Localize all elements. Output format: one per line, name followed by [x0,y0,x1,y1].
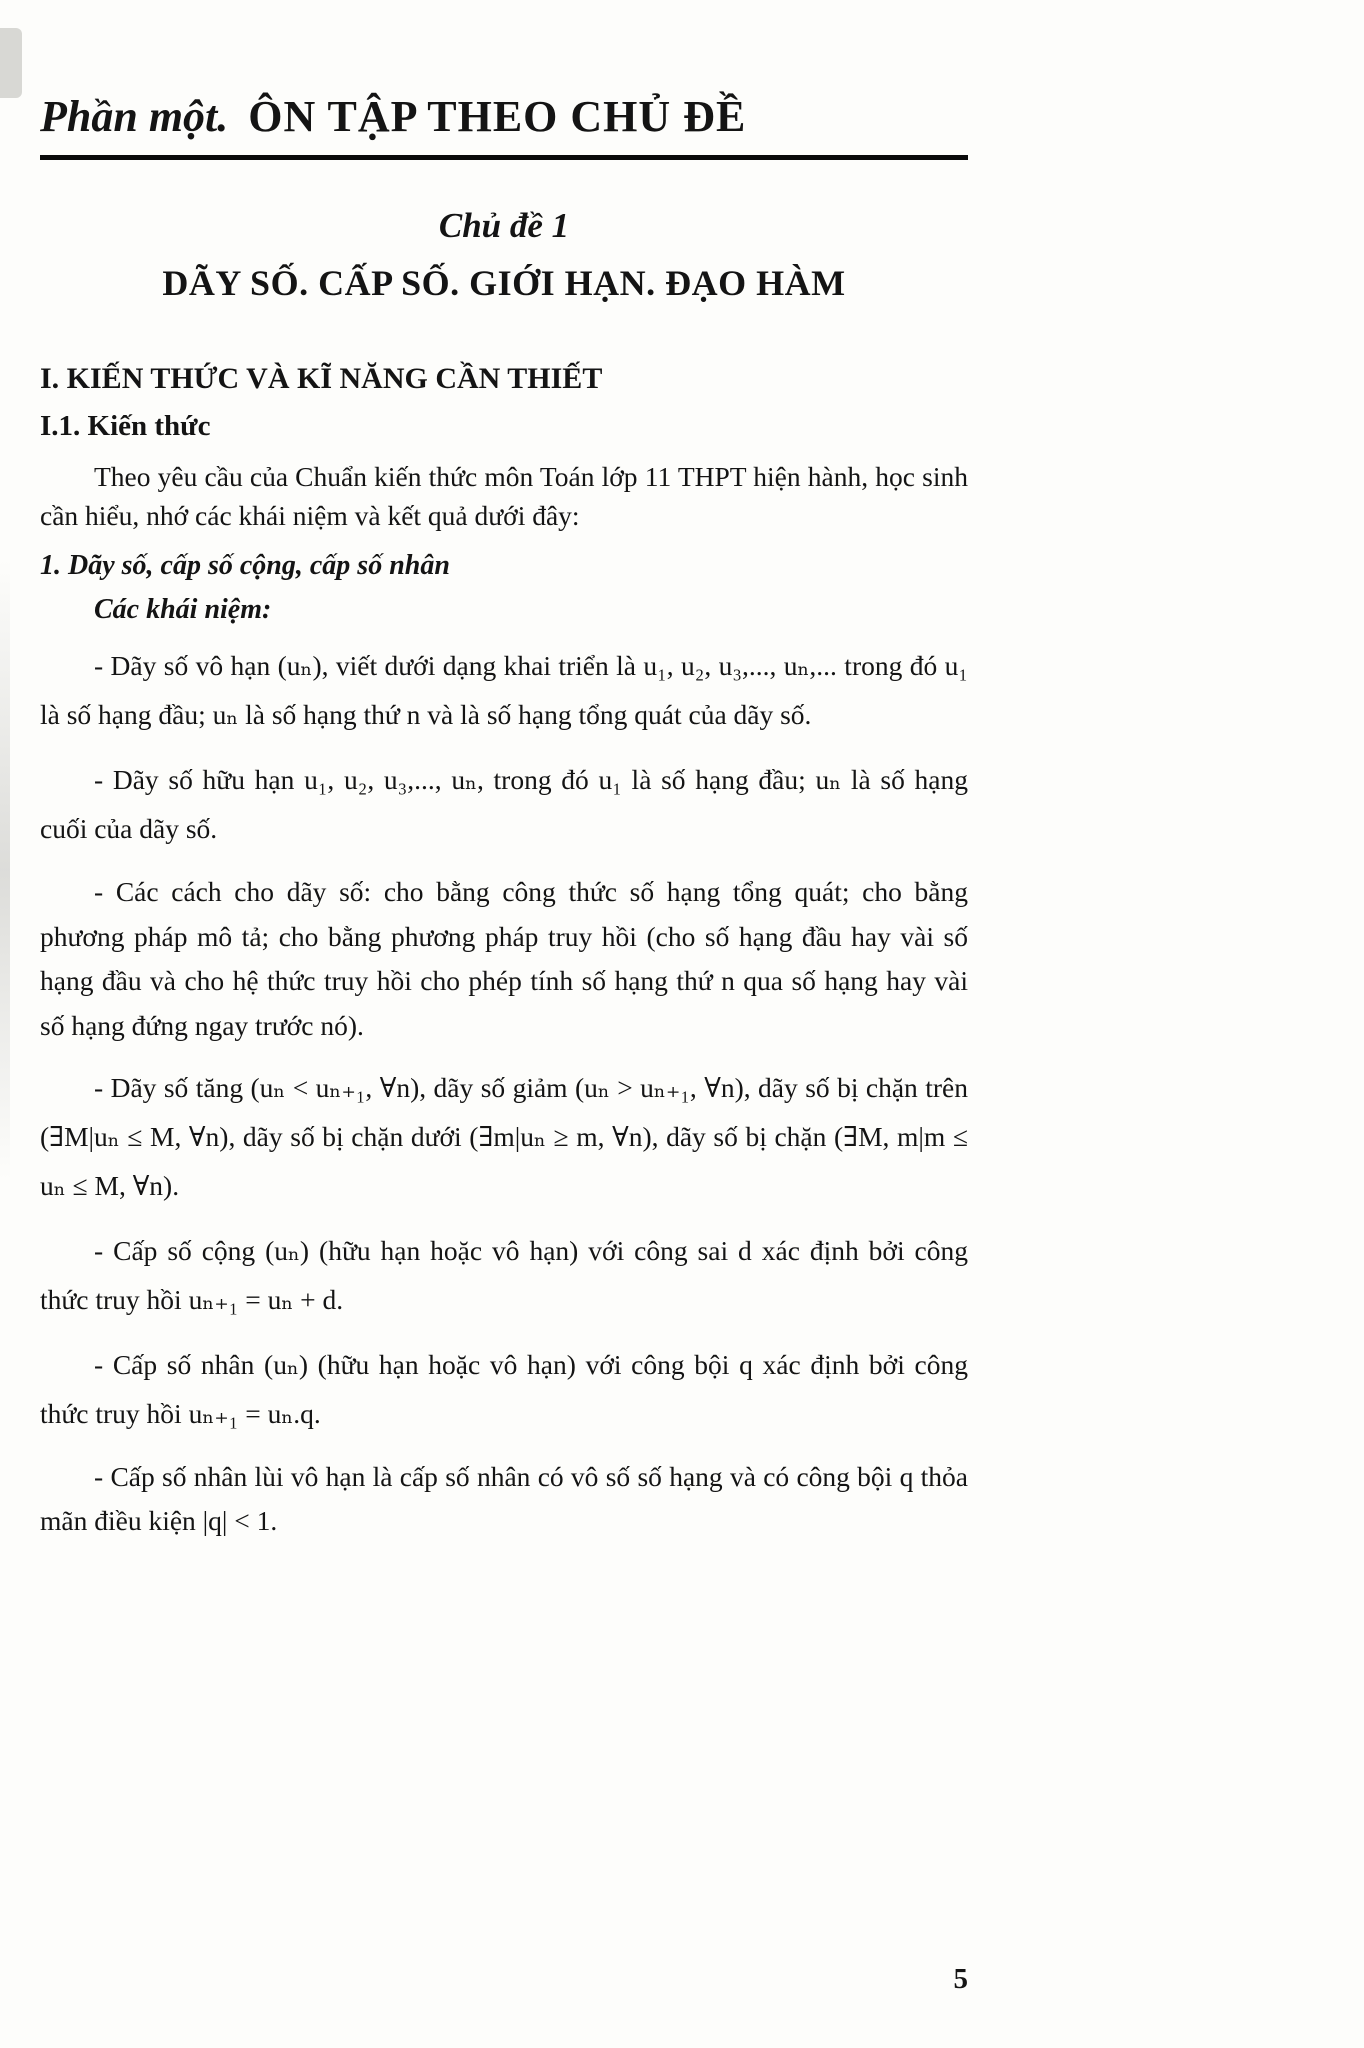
paragraph-intro: Theo yêu cầu của Chuẩn kiến thức môn Toán lớp 11 THPT hiện hành, học sinh cần hiểu, nhớ các khái niệm và kết quả dưới đây: [40,460,968,532]
header-rule [40,155,968,160]
paragraph-arithmetic-progression: - Cấp số cộng (uₙ) (hữu hạn hoặc vô hạn) với công sai d xác định bởi công thức truy hồi uₙ₊₁ = uₙ + d. [40,1235,968,1316]
paragraph-monotone-bounded: - Dãy số tăng (uₙ < uₙ₊₁, ∀n), dãy số giảm (uₙ > uₙ₊₁, ∀n), dãy số bị chặn trên (∃M|uₙ ≤ M, ∀n), dãy số bị chặn dưới (∃m|uₙ ≥ m, ∀n), dãy số bị chặn (∃M, m|m ≤ uₙ ≤ M, ∀n). [40,1072,968,1202]
part-title: ÔN TẬP THEO CHỦ ĐỀ [248,92,747,141]
topic-label: Chủ đề 1 [438,205,570,245]
paragraph-finite-sequence: - Dãy số hữu hạn u₁, u₂, u₃,..., uₙ, trong đó u₁ là số hạng đầu; uₙ là số hạng cuối của dãy số. [40,764,968,845]
concepts-heading: Các khái niệm: [94,594,272,626]
part-title-line [40,92,968,143]
section-subheading: I.1. Kiến thức [40,409,211,442]
page-content [40,92,968,1544]
paragraph-infinite-geometric: - Cấp số nhân lùi vô hạn là cấp số nhân có vô số số hạng và có công bội q thỏa mãn điều kiện |q| < 1. [40,1460,968,1537]
paragraph-sequence-definitions: - Các cách cho dãy số: cho bằng công thức số hạng tổng quát; cho bằng phương pháp mô tả; cho bằng phương pháp truy hồi (cho số hạng đầu hay vài số hạng đầu và cho hệ thức truy hồi cho phép tính số hạng thứ n qua số hạng hay vài số hạng đứng ngay trước nó). [40,876,968,1041]
topic-title: DÃY SỐ. CẤP SỐ. GIỚI HẠN. ĐẠO HÀM [162,262,846,303]
item-heading-sequences: 1. Dãy số, cấp số cộng, cấp số nhân [40,550,450,582]
scan-artifact [0,28,22,98]
page-number: 5 [953,1963,968,1995]
paragraph-geometric-progression: - Cấp số nhân (uₙ) (hữu hạn hoặc vô hạn) với công bội q xác định bởi công thức truy hồi uₙ₊₁ = uₙ.q. [40,1348,968,1429]
scan-artifact [0,560,10,1180]
part-label: Phần một. [40,92,229,141]
section-heading: I. KIẾN THỨC VÀ KĨ NĂNG CẦN THIẾT [40,361,603,395]
paragraph-infinite-sequence: - Dãy số vô hạn (uₙ), viết dưới dạng khai triển là u₁, u₂, u₃,..., uₙ,... trong đó u₁ là số hạng đầu; uₙ là số hạng thứ n và là số hạng tổng quát của dãy số. [40,650,968,731]
part-header [40,92,968,160]
